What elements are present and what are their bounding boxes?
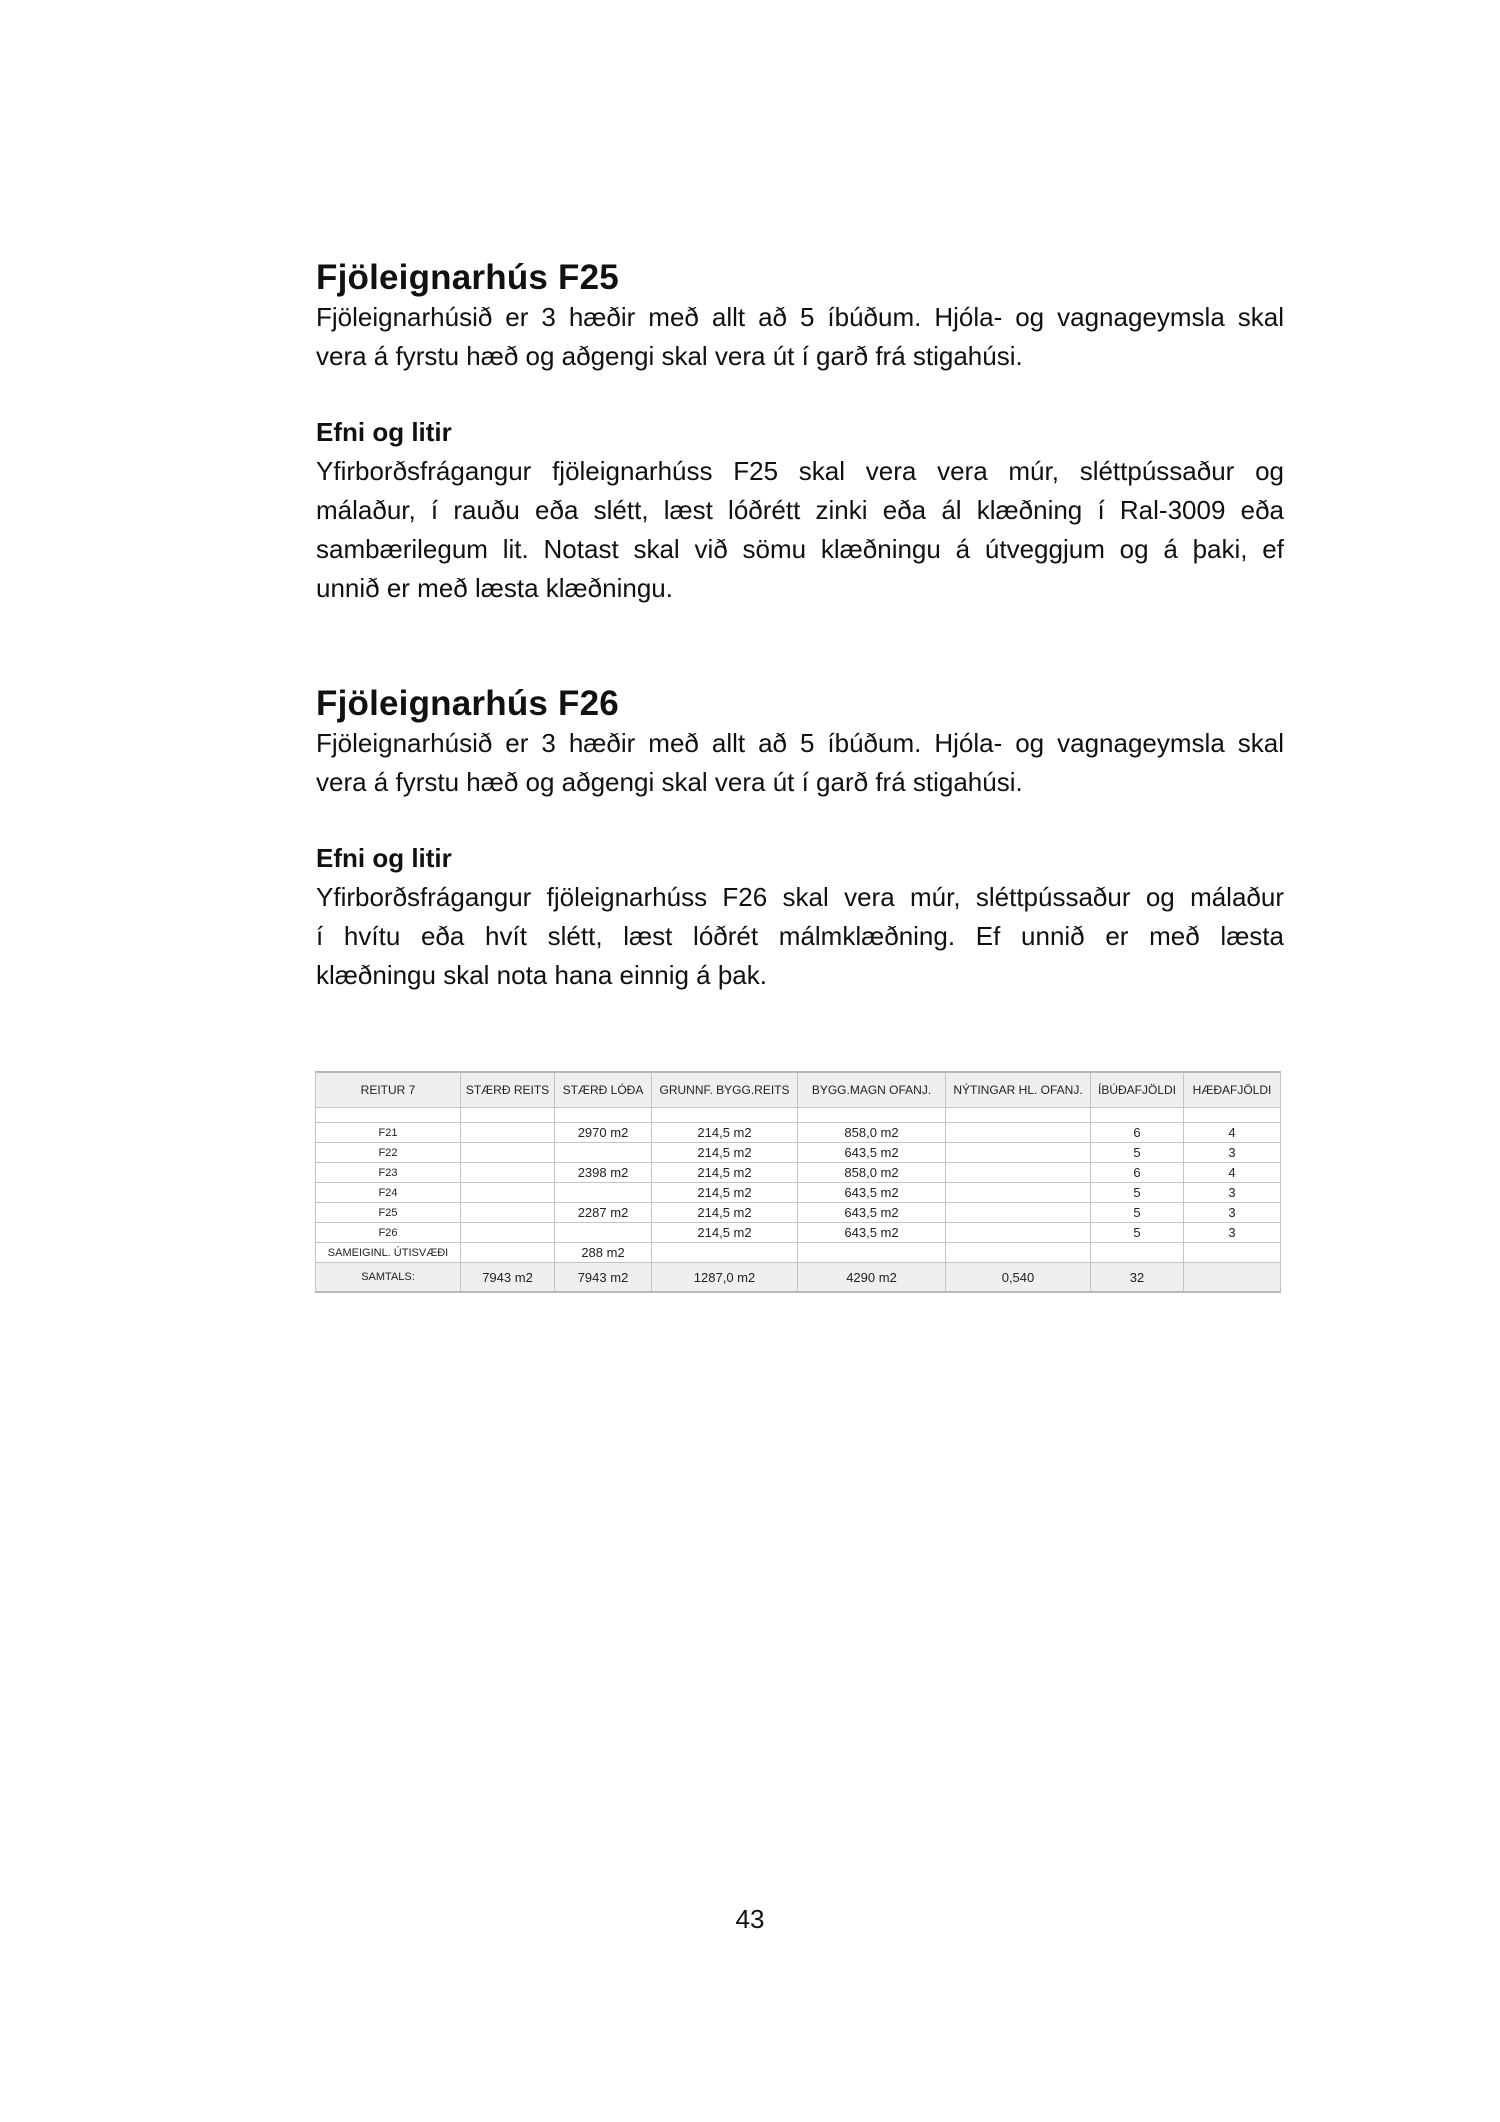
- table-cell: SAMTALS:: [316, 1263, 461, 1293]
- header-cell: BYGG.MAGN OFANJ.: [798, 1072, 946, 1108]
- table-cell: 288 m2: [555, 1243, 652, 1263]
- table-cell: [461, 1223, 555, 1243]
- table-cell: [652, 1243, 798, 1263]
- table-cell: [1184, 1263, 1281, 1293]
- header-cell: REITUR 7: [316, 1072, 461, 1108]
- section-subheading: Efni og litir: [316, 843, 452, 873]
- intro-line: Fjöleignarhúsið er 3 hæðir með allt að 5 íbúðum. Hjóla- og vagnageymsla skal: [316, 302, 1284, 332]
- table-cell: [461, 1243, 555, 1263]
- table-cell: 2970 m2: [555, 1123, 652, 1143]
- table-row: [316, 1223, 1281, 1243]
- table-cell: 3: [1184, 1143, 1281, 1163]
- table-cell: F21: [316, 1123, 461, 1143]
- table-cell: 7943 m2: [555, 1263, 652, 1293]
- section-heading: Fjöleignarhús F26: [316, 684, 619, 723]
- table-cell: [461, 1143, 555, 1163]
- table-cell: 1287,0 m2: [652, 1263, 798, 1293]
- table-cell: [555, 1223, 652, 1243]
- table-cell: [946, 1243, 1091, 1263]
- page-number: 43: [735, 1904, 765, 1934]
- table-cell: 858,0 m2: [798, 1163, 946, 1183]
- table-cell: 6: [1091, 1123, 1184, 1143]
- table-spacer-row: [316, 1108, 1281, 1123]
- table-cell: 0,540: [946, 1263, 1091, 1293]
- section-subheading: Efni og litir: [316, 417, 452, 447]
- table-cell: 4290 m2: [798, 1263, 946, 1293]
- table-cell: 643,5 m2: [798, 1203, 946, 1223]
- table-cell: [461, 1183, 555, 1203]
- table-row: [316, 1243, 1281, 1263]
- table-cell: 3: [1184, 1203, 1281, 1223]
- header-cell: STÆRÐ LÓÐA: [555, 1072, 652, 1108]
- table-row: [316, 1143, 1281, 1163]
- table-cell: [798, 1243, 946, 1263]
- table-cell: F25: [316, 1203, 461, 1223]
- table-header-row: [316, 1072, 1281, 1108]
- body-line: málaður, í rauðu eða slétt, læst lóðrétt zinki eða ál klæðning í Ral-3009 eða: [316, 495, 1284, 525]
- table-cell: [946, 1203, 1091, 1223]
- table-cell: [555, 1143, 652, 1163]
- table-cell: 6: [1091, 1163, 1184, 1183]
- table-cell: [946, 1123, 1091, 1143]
- intro-line: vera á fyrstu hæð og aðgengi skal vera út í garð frá stigahúsi.: [316, 767, 1023, 797]
- table-cell: [461, 1163, 555, 1183]
- body-line: unnið er með læsta klæðningu.: [316, 573, 673, 603]
- section-f25: [316, 258, 1284, 608]
- table-cell: F24: [316, 1183, 461, 1203]
- body-line: klæðningu skal nota hana einnig á þak.: [316, 960, 767, 990]
- table-cell: F23: [316, 1163, 461, 1183]
- table-cell: 7943 m2: [461, 1263, 555, 1293]
- table-cell: F26: [316, 1223, 461, 1243]
- table-cell: [555, 1183, 652, 1203]
- table-cell: 2398 m2: [555, 1163, 652, 1183]
- table-cell: 214,5 m2: [652, 1203, 798, 1223]
- section-heading: Fjöleignarhús F25: [316, 258, 619, 297]
- table-cell: 214,5 m2: [652, 1123, 798, 1143]
- table-cell: [946, 1143, 1091, 1163]
- header-cell: STÆRÐ REITS: [461, 1072, 555, 1108]
- table-total-row: [316, 1263, 1281, 1293]
- header-cell: NÝTINGAR HL. OFANJ.: [946, 1072, 1091, 1108]
- table-cell: [946, 1183, 1091, 1203]
- table-cell: 5: [1091, 1183, 1184, 1203]
- body-line: Yfirborðsfrágangur fjöleignarhúss F26 skal vera múr, sléttpússaður og málaður: [316, 882, 1284, 912]
- section-f26: [316, 684, 1284, 995]
- table-cell: 4: [1184, 1123, 1281, 1143]
- table-cell: [461, 1203, 555, 1223]
- table-cell: [1184, 1243, 1281, 1263]
- table-cell: [946, 1163, 1091, 1183]
- table-cell: SAMEIGINL. ÚTISVÆÐI: [316, 1243, 461, 1263]
- table-cell: 643,5 m2: [798, 1223, 946, 1243]
- table-cell: [461, 1123, 555, 1143]
- header-cell: GRUNNF. BYGG.REITS: [652, 1072, 798, 1108]
- table-row: [316, 1123, 1281, 1143]
- table-cell: 3: [1184, 1183, 1281, 1203]
- table-cell: F22: [316, 1143, 461, 1163]
- table-cell: 214,5 m2: [652, 1183, 798, 1203]
- table-cell: 32: [1091, 1263, 1184, 1293]
- table-row: [316, 1163, 1281, 1183]
- table-cell: 2287 m2: [555, 1203, 652, 1223]
- body-line: Yfirborðsfrágangur fjöleignarhúss F25 skal vera vera múr, sléttpússaður og: [316, 456, 1284, 486]
- table-cell: 643,5 m2: [798, 1143, 946, 1163]
- table-cell: 3: [1184, 1223, 1281, 1243]
- table-cell: 5: [1091, 1223, 1184, 1243]
- table-cell: 5: [1091, 1203, 1184, 1223]
- table-cell: 5: [1091, 1143, 1184, 1163]
- intro-line: Fjöleignarhúsið er 3 hæðir með allt að 5 íbúðum. Hjóla- og vagnageymsla skal: [316, 728, 1284, 758]
- table-cell: 214,5 m2: [652, 1223, 798, 1243]
- table-cell: 858,0 m2: [798, 1123, 946, 1143]
- table-row: [316, 1183, 1281, 1203]
- table-cell: 4: [1184, 1163, 1281, 1183]
- table-row: [316, 1203, 1281, 1223]
- table-cell: [946, 1223, 1091, 1243]
- body-line: í hvítu eða hvít slétt, læst lóðrét málmklæðning. Ef unnið er með læsta: [316, 921, 1284, 951]
- body-line: sambærilegum lit. Notast skal við sömu klæðningu á útveggjum og á þaki, ef: [316, 534, 1284, 564]
- table-cell: [1091, 1243, 1184, 1263]
- table-cell: 214,5 m2: [652, 1143, 798, 1163]
- table-cell: 643,5 m2: [798, 1183, 946, 1203]
- intro-line: vera á fyrstu hæð og aðgengi skal vera út í garð frá stigahúsi.: [316, 341, 1023, 371]
- reitur-table: [315, 1071, 1280, 1293]
- header-cell: ÍBÚÐAFJÖLDI: [1091, 1072, 1184, 1108]
- table-cell: 214,5 m2: [652, 1163, 798, 1183]
- header-cell: HÆÐAFJÖLDI: [1184, 1072, 1281, 1108]
